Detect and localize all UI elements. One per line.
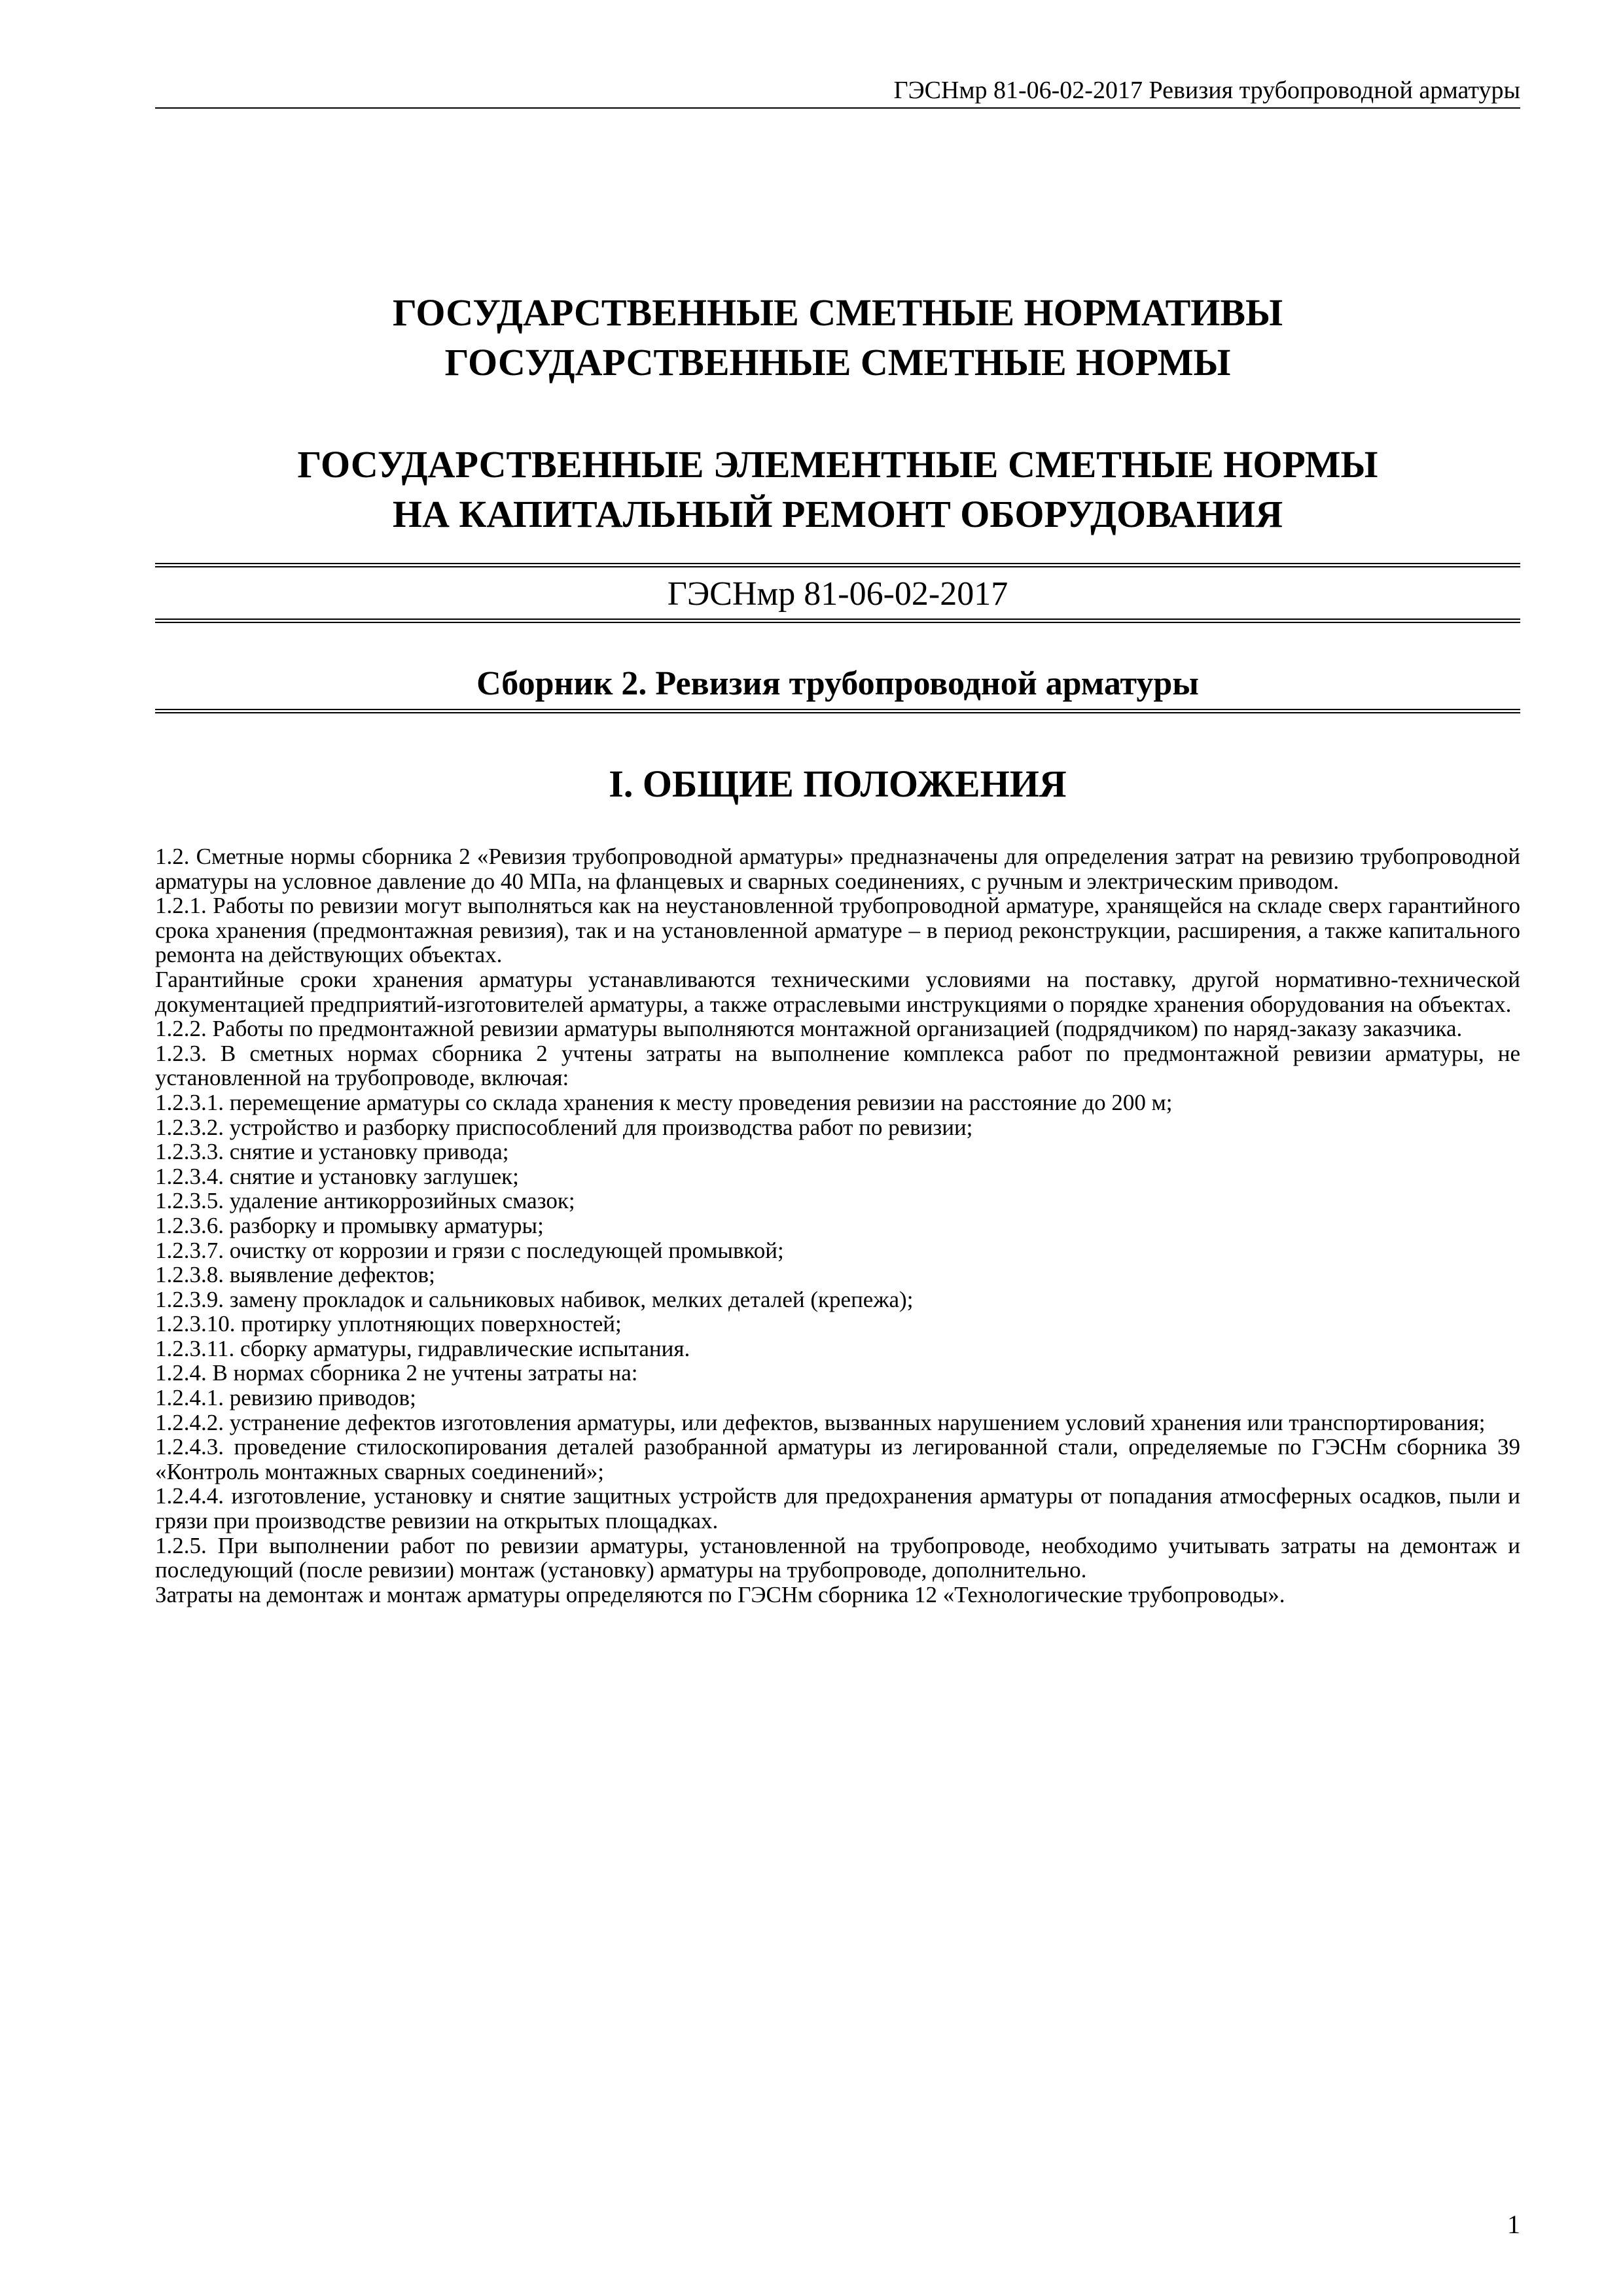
divider-middle xyxy=(155,619,1520,623)
running-header-text: ГЭСНмр 81-06-02-2017 Ревизия трубопроводной арматуры xyxy=(893,77,1520,104)
paragraph: 1.2.3. В сметных нормах сборника 2 учтены затраты на выполнение комплекса работ по предмонтажной ревизии арматуры, не установленной на трубопроводе, включая: xyxy=(155,1040,1520,1091)
section-title: I. ОБЩИЕ ПОЛОЖЕНИЯ xyxy=(609,762,1067,805)
title-line-2: ГОСУДАРСТВЕННЫЕ СМЕТНЫЕ НОРМЫ xyxy=(444,341,1231,384)
list-item: 1.2.3.10. протирку уплотняющих поверхностей; xyxy=(155,1311,622,1337)
paragraph: 1.2.4. В нормах сборника 2 не учтены затраты на: xyxy=(155,1360,638,1386)
document-subtitle-block xyxy=(155,440,1520,539)
paragraph: 1.2.5. При выполнении работ по ревизии арматуры, установленной на трубопроводе, необходимо учитывать затраты на демонтаж и последующий (после ревизии) монтаж (установку) арматуры на трубопроводе, дополнительно. xyxy=(155,1532,1520,1583)
paragraph: Гарантийные сроки хранения арматуры устанавливаются техническими условиями на поставку, другой нормативно-технической документацией предприятий-изготовителей арматуры, а также отраслевыми инструкциями о порядке хранения оборудования на объектах. xyxy=(155,966,1520,1017)
body-text xyxy=(155,844,1520,1607)
title-line-3: ГОСУДАРСТВЕННЫЕ ЭЛЕМЕНТНЫЕ СМЕТНЫЕ НОРМЫ xyxy=(297,443,1378,486)
list-item: 1.2.3.7. очистку от коррозии и грязи с последующей промывкой; xyxy=(155,1237,784,1263)
list-item: 1.2.4.4. изготовление, установку и снятие защитных устройств для предохранения арматуры от попадания атмосферных осадков, пыли и грязи при производстве ревизии на открытых площадках. xyxy=(155,1483,1520,1534)
document-code: ГЭСНмр 81-06-02-2017 xyxy=(667,575,1008,613)
list-item: 1.2.3.1. перемещение арматуры со склада хранения к месту проведения ревизии на расстояние до 200 м; xyxy=(155,1089,1173,1115)
list-item: 1.2.3.6. разборку и промывку арматуры; xyxy=(155,1212,544,1238)
list-item: 1.2.3.5. удаление антикоррозийных смазок; xyxy=(155,1188,575,1214)
list-item: 1.2.3.2. устройство и разборку приспособлений для производства работ по ревизии; xyxy=(155,1114,973,1140)
collection-title: Сборник 2. Ревизия трубопроводной арматуры xyxy=(476,665,1199,702)
list-item: 1.2.3.9. замену прокладок и сальниковых набивок, мелких деталей (крепежа); xyxy=(155,1286,914,1312)
list-item: 1.2.3.3. снятие и установку привода; xyxy=(155,1139,509,1165)
paragraph: 1.2.2. Работы по предмонтажной ревизии арматуры выполняются монтажной организацией (подрядчиком) по наряд-заказу заказчика. xyxy=(155,1016,1463,1042)
title-line-4: НА КАПИТАЛЬНЫЙ РЕМОНТ ОБОРУДОВАНИЯ xyxy=(392,493,1283,535)
document-title-block xyxy=(155,288,1520,387)
paragraph: Затраты на демонтаж и монтаж арматуры определяются по ГЭСНм сборника 12 «Технологические трубопроводы». xyxy=(155,1581,1285,1607)
divider-top xyxy=(155,563,1520,567)
paragraph: 1.2.1. Работы по ревизии могут выполняться как на неустановленной трубопроводной арматуре, хранящейся на складе сверх гарантийного срока хранения (предмонтажная ревизия), так и на установленной арматуре – в период реконструкции, расширения, а также капитального ремонта на действующих объектах. xyxy=(155,893,1520,968)
list-item: 1.2.4.1. ревизию приводов; xyxy=(155,1385,416,1411)
running-header xyxy=(155,73,1520,109)
list-item: 1.2.4.3. проведение стилоскопирования деталей разобранной арматуры из легированной стали, определяемые по ГЭСНм сборника 39 «Контроль монтажных сварных соединений»; xyxy=(155,1434,1520,1484)
page-number: 1 xyxy=(1507,2210,1520,2239)
list-item: 1.2.3.4. снятие и установку заглушек; xyxy=(155,1163,519,1189)
list-item: 1.2.3.11. сборку арматуры, гидравлические испытания. xyxy=(155,1335,690,1361)
title-line-1: ГОСУДАРСТВЕННЫЕ СМЕТНЫЕ НОРМАТИВЫ xyxy=(392,291,1283,334)
list-item: 1.2.3.8. выявление дефектов; xyxy=(155,1262,435,1288)
paragraph: 1.2. Сметные нормы сборника 2 «Ревизия трубопроводной арматуры» предназначены для определения затрат на ревизию трубопроводной арматуры на условное давление до 40 МПа, на фланцевых и сварных соединениях, с ручным и электрическим приводом. xyxy=(155,844,1520,894)
divider-bottom xyxy=(155,709,1520,713)
list-item: 1.2.4.2. устранение дефектов изготовления арматуры, или дефектов, вызванных нарушением условий хранения или транспортирования; xyxy=(155,1409,1486,1435)
